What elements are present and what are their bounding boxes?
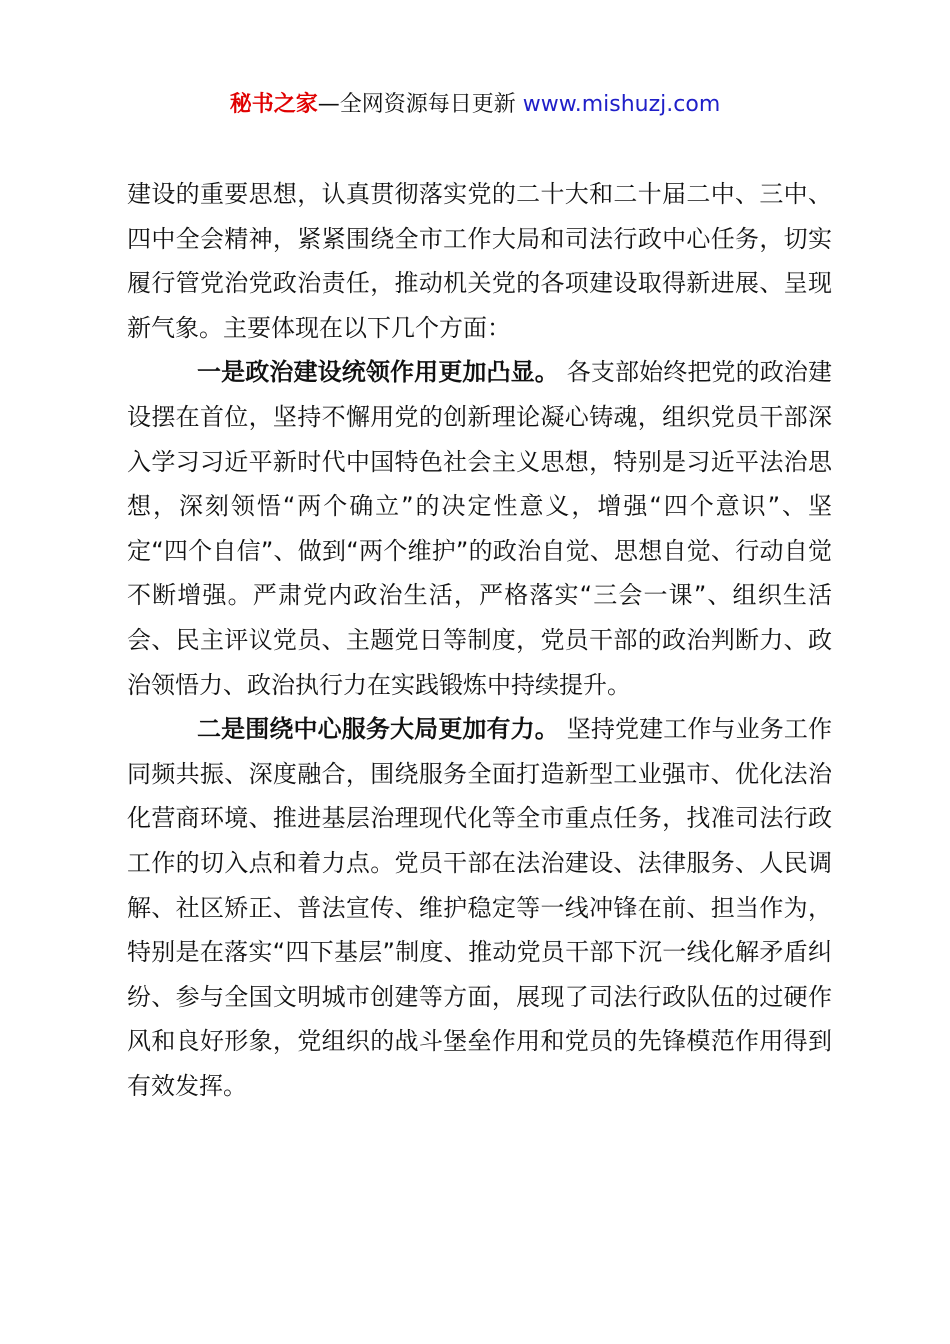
paragraph-text: 建设的重要思想，认真贯彻落实党的二十大和二十届二中、三中、四中全会精神，紧紧围绕全市工作大局和司法行政中心任务，切实履行管党治党政治责任，推动机关党的各项建设取得新进展、呈现新气象。主要体现在以下几个方面： <box>127 180 832 342</box>
paragraph-intro <box>127 172 832 350</box>
paragraph-text: 各支部始终把党的政治建设摆在首位，坚持不懈用党的创新理论凝心铸魂，组织党员干部深入学习习近平新时代中国特色社会主义思想，特别是习近平法治思想，深刻领悟“两个确立”的决定性意义，增强“四个意识”、坚定“四个自信”、做到“两个维护”的政治自觉、思想自觉、行动自觉不断增强。严肃党内政治生活，严格落实“三会一课”、组织生活会、民主评议党员、主题党日等制度，党员干部的政治判断力、政治领悟力、政治执行力在实践锻炼中持续提升。 <box>127 358 832 699</box>
document-body <box>127 172 832 1108</box>
paragraph-text: 坚持党建工作与业务工作同频共振、深度融合，围绕服务全面打造新型工业强市、优化法治化营商环境、推进基层治理现代化等全市重点任务，找准司法行政工作的切入点和着力点。党员干部在法治建设、法律服务、人民调解、社区矫正、普法宣传、维护稳定等一线冲锋在前、担当作为，特别是在落实“四下基层”制度、推动党员干部下沉一线化解矛盾纠纷、参与全国文明城市创建等方面，展现了司法行政队伍的过硬作风和良好形象，党组织的战斗堡垒作用和党员的先锋模范作用得到有效发挥。 <box>127 715 832 1100</box>
paragraph-serving-center <box>127 707 832 1108</box>
brand-name: 秘书之家 <box>229 92 318 117</box>
paragraph-political-building <box>127 350 832 707</box>
header-tagline: —全网资源每日更新 <box>317 92 523 117</box>
paragraph-lead-heading: 二是围绕中心服务大局更加有力。 <box>197 715 559 744</box>
site-url-link[interactable]: www.mishuzj.com <box>522 92 721 117</box>
site-header <box>0 88 950 122</box>
paragraph-lead-heading: 一是政治建设统领作用更加凸显。 <box>197 358 559 387</box>
